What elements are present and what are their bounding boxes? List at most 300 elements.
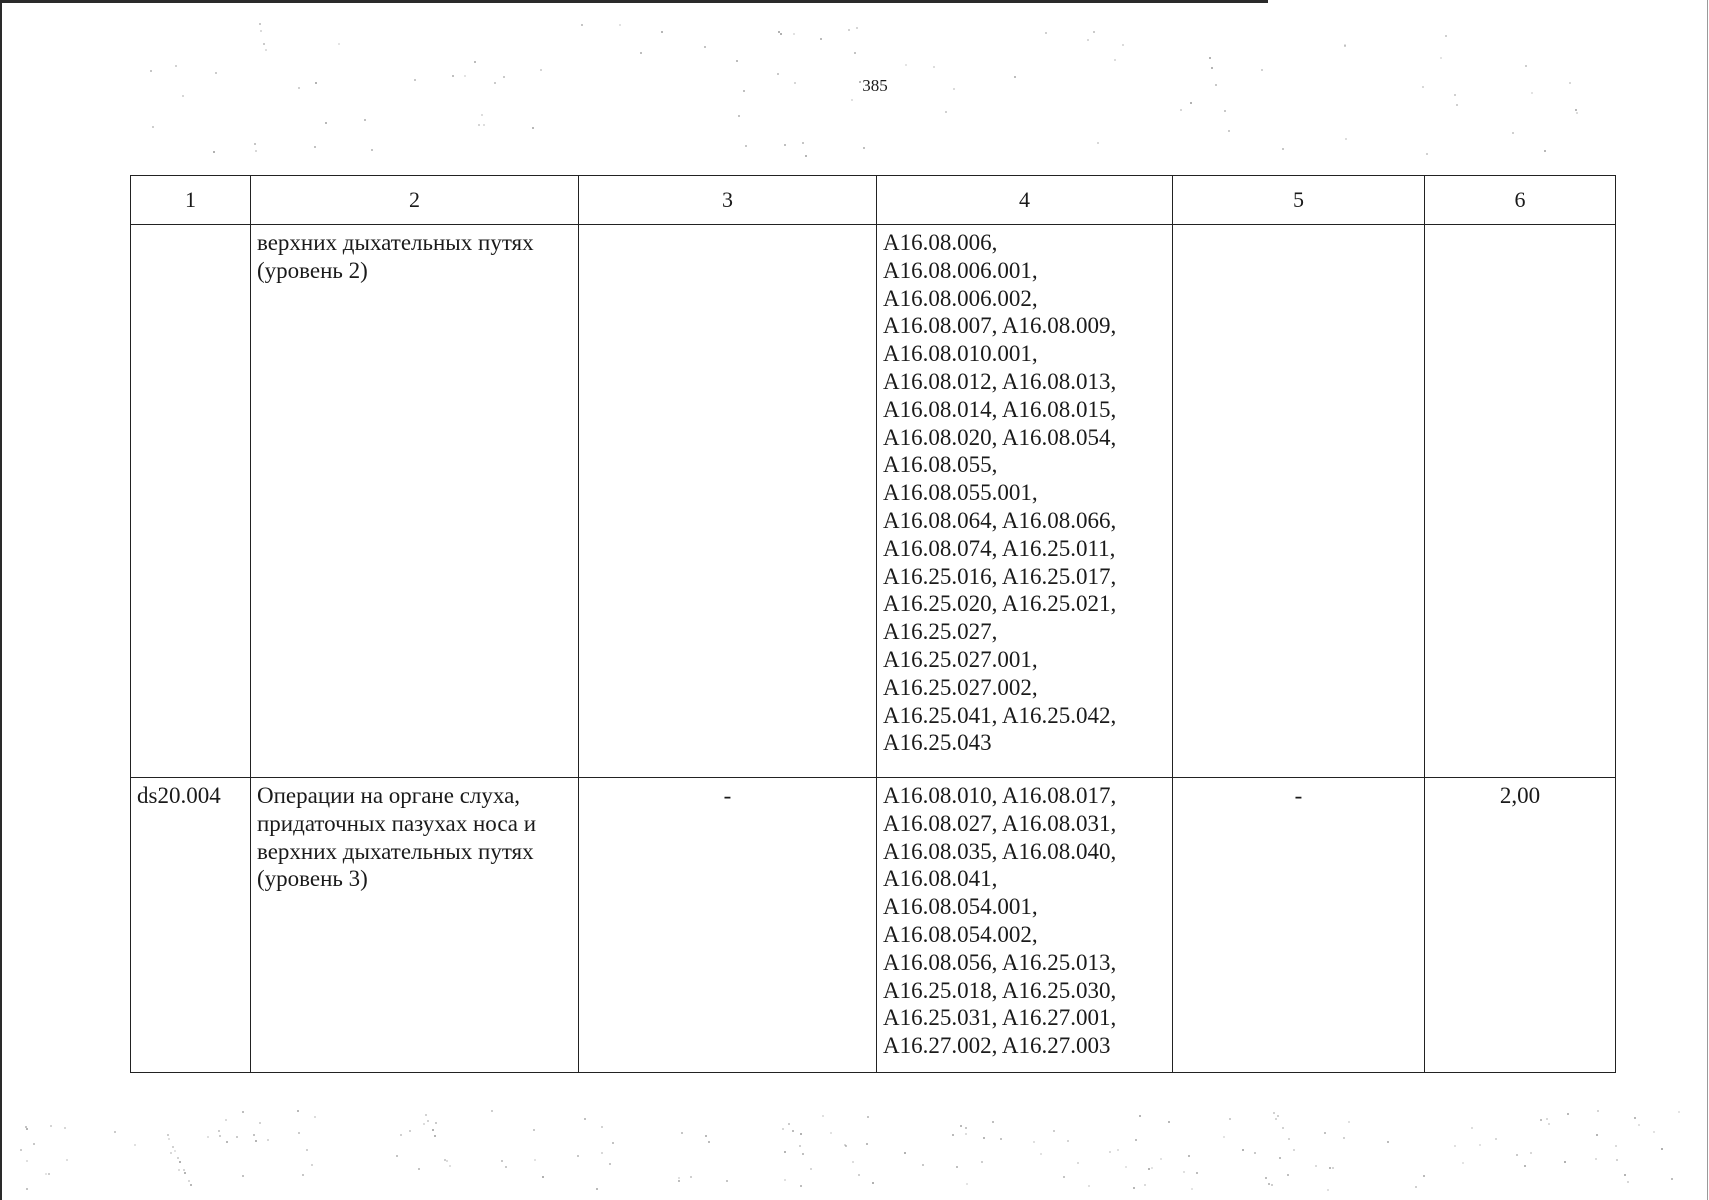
scan-speck bbox=[777, 73, 779, 75]
scan-speck bbox=[172, 1146, 174, 1148]
scan-speck bbox=[1564, 1161, 1566, 1163]
scan-speck bbox=[311, 1164, 313, 1166]
scan-speck bbox=[859, 81, 861, 83]
scan-speck bbox=[1209, 57, 1211, 59]
scan-speck bbox=[26, 1160, 28, 1162]
scan-speck bbox=[609, 1163, 611, 1165]
scan-speck bbox=[414, 79, 416, 81]
scan-speck bbox=[1671, 1178, 1673, 1180]
code-line: A16.08.027, A16.08.031, bbox=[883, 810, 1117, 836]
scan-speck bbox=[904, 1152, 906, 1154]
scan-speck bbox=[1343, 1137, 1345, 1139]
code-line: A16.08.012, A16.08.013, bbox=[883, 368, 1117, 394]
scan-speck bbox=[612, 1142, 614, 1144]
scan-speck bbox=[601, 1126, 603, 1128]
scan-speck bbox=[1512, 132, 1514, 134]
scan-speck bbox=[446, 1160, 448, 1162]
scan-speck bbox=[315, 82, 317, 84]
scan-speck bbox=[1180, 109, 1182, 111]
code-line: A16.08.010.001, bbox=[883, 341, 1038, 367]
scan-speck bbox=[845, 1145, 847, 1147]
scan-speck bbox=[1014, 76, 1016, 78]
scan-speck bbox=[1211, 67, 1213, 69]
scan-speck bbox=[174, 1150, 176, 1152]
scan-speck bbox=[302, 1174, 304, 1176]
scan-speck bbox=[434, 1135, 436, 1137]
scan-speck bbox=[992, 1121, 994, 1123]
scan-speck bbox=[854, 52, 856, 54]
scan-speck bbox=[1324, 1132, 1326, 1134]
page-number: 385 bbox=[862, 76, 888, 95]
scan-speck bbox=[743, 90, 745, 92]
code-line: A16.25.018, A16.25.030, bbox=[883, 977, 1117, 1003]
scan-speck bbox=[64, 1127, 66, 1129]
scan-speck bbox=[1516, 1154, 1518, 1156]
scan-speck bbox=[1261, 69, 1263, 71]
code-line: A16.25.027.001, bbox=[883, 646, 1038, 672]
scan-speck bbox=[1223, 1136, 1225, 1138]
table-row bbox=[131, 778, 1616, 1073]
scan-speck bbox=[784, 144, 786, 146]
scan-speck bbox=[483, 124, 485, 126]
scan-speck bbox=[1345, 138, 1347, 140]
scan-speck bbox=[170, 1152, 172, 1154]
scan-speck bbox=[1332, 1167, 1334, 1169]
scan-speck bbox=[1275, 1118, 1277, 1120]
cell-col5: - bbox=[1173, 778, 1425, 1073]
scan-speck bbox=[981, 1161, 983, 1163]
scan-speck bbox=[1087, 39, 1089, 41]
scan-speck bbox=[1000, 1138, 1002, 1140]
scan-speck bbox=[491, 1110, 493, 1112]
scan-speck bbox=[678, 1177, 680, 1179]
scan-speck bbox=[820, 38, 822, 40]
scan-speck bbox=[533, 1129, 535, 1131]
scan-speck bbox=[259, 1122, 261, 1124]
code-line: A16.08.055, bbox=[883, 452, 998, 478]
scan-speck bbox=[1188, 1155, 1190, 1157]
scan-speck bbox=[464, 75, 466, 77]
scan-speck bbox=[1327, 1189, 1329, 1191]
scan-speck bbox=[965, 1127, 967, 1129]
scan-speck bbox=[1638, 1124, 1640, 1126]
scan-speck bbox=[1423, 1175, 1425, 1177]
scan-top-border bbox=[0, 0, 1268, 3]
code-line: A16.08.074, A16.25.011, bbox=[883, 535, 1116, 561]
code-line: A16.25.027, bbox=[883, 619, 998, 645]
scan-speck bbox=[581, 24, 583, 26]
scan-speck bbox=[1531, 92, 1533, 94]
scan-speck bbox=[1456, 104, 1458, 106]
tariff-table bbox=[130, 175, 1616, 1073]
scan-speck bbox=[255, 150, 257, 152]
scan-speck bbox=[1454, 1145, 1456, 1147]
scan-speck bbox=[863, 147, 865, 149]
scan-speck bbox=[314, 1116, 316, 1118]
scan-speck bbox=[1040, 1153, 1042, 1155]
scan-speck bbox=[542, 1176, 544, 1178]
scan-speck bbox=[1122, 44, 1124, 46]
scan-speck bbox=[1445, 35, 1447, 37]
scan-speck bbox=[306, 1149, 308, 1151]
scan-speck bbox=[1168, 1121, 1170, 1123]
code-line: A16.08.007, A16.08.009, bbox=[883, 313, 1117, 339]
scan-speck bbox=[134, 1144, 136, 1146]
code-line: A16.27.002, A16.27.003 bbox=[883, 1033, 1111, 1059]
scan-speck bbox=[800, 1133, 802, 1135]
cell-code: ds20.004 bbox=[131, 778, 251, 1073]
scan-speck bbox=[255, 1140, 257, 1142]
scan-speck bbox=[1053, 1130, 1055, 1132]
scan-speck bbox=[1426, 153, 1428, 155]
scan-speck bbox=[225, 1119, 227, 1121]
scan-speck bbox=[1135, 1139, 1137, 1141]
scan-speck bbox=[1495, 1138, 1497, 1140]
scan-speck bbox=[1190, 102, 1192, 104]
cell-col5 bbox=[1173, 225, 1425, 778]
scan-speck bbox=[184, 1172, 186, 1174]
scan-speck bbox=[1093, 31, 1095, 33]
scan-speck bbox=[435, 1122, 437, 1124]
scan-speck bbox=[314, 146, 316, 148]
scan-speck bbox=[956, 1166, 958, 1168]
scan-speck bbox=[1215, 84, 1217, 86]
scan-speck bbox=[1678, 1111, 1680, 1113]
scan-speck bbox=[1151, 1167, 1153, 1169]
table-row bbox=[131, 225, 1616, 778]
scan-speck bbox=[1615, 1145, 1617, 1147]
scan-speck bbox=[1653, 1131, 1655, 1133]
scan-speck bbox=[242, 1175, 244, 1177]
scan-speck bbox=[960, 1125, 962, 1127]
scan-speck bbox=[297, 1110, 299, 1112]
scan-speck bbox=[183, 1169, 185, 1171]
code-line: A16.08.054.001, bbox=[883, 894, 1038, 920]
scan-speck bbox=[207, 1136, 209, 1138]
scan-speck bbox=[242, 1111, 244, 1113]
scan-speck bbox=[219, 1135, 221, 1137]
cell-col3: - bbox=[579, 778, 877, 1073]
scan-speck bbox=[1387, 1141, 1389, 1143]
scan-speck bbox=[178, 1169, 180, 1171]
scan-speck bbox=[494, 82, 496, 84]
scan-speck bbox=[1196, 1172, 1198, 1174]
scan-speck bbox=[1624, 1174, 1626, 1176]
scan-speck bbox=[1315, 1165, 1317, 1167]
scan-speck bbox=[872, 1182, 874, 1184]
scan-speck bbox=[1045, 32, 1047, 34]
cell-col3 bbox=[579, 225, 877, 778]
scan-speck bbox=[1109, 1151, 1111, 1153]
scan-speck bbox=[1287, 1174, 1289, 1176]
scan-speck bbox=[1525, 65, 1527, 67]
scan-speck bbox=[856, 27, 858, 29]
scan-speck bbox=[619, 24, 621, 26]
scan-speck bbox=[427, 1120, 429, 1122]
scan-speck bbox=[236, 1136, 238, 1138]
scan-speck bbox=[152, 126, 154, 128]
scan-speck bbox=[1616, 1159, 1618, 1161]
scan-speck bbox=[259, 23, 261, 25]
scan-speck bbox=[681, 1132, 683, 1134]
scan-speck bbox=[263, 43, 265, 45]
scan-speck bbox=[1242, 1149, 1244, 1151]
scan-speck bbox=[584, 1118, 586, 1120]
scan-speck bbox=[425, 1114, 427, 1116]
scan-speck bbox=[745, 145, 747, 147]
scan-speck bbox=[784, 1151, 786, 1153]
scan-speck bbox=[26, 1188, 28, 1190]
scan-speck bbox=[1524, 1165, 1526, 1167]
scan-speck bbox=[726, 1180, 728, 1182]
scan-speck bbox=[933, 66, 935, 68]
scan-speck bbox=[20, 1149, 22, 1151]
scan-speck bbox=[1279, 1157, 1281, 1159]
code-line: A16.25.016, A16.25.017, bbox=[883, 563, 1117, 589]
scan-speck bbox=[1088, 1185, 1090, 1187]
scan-speck bbox=[851, 99, 853, 101]
scan-speck bbox=[1139, 1115, 1141, 1117]
scan-speck bbox=[254, 143, 256, 145]
scan-speck bbox=[738, 115, 740, 117]
code-line: A16.08.041, bbox=[883, 866, 998, 892]
scan-speck bbox=[215, 72, 217, 74]
scan-speck bbox=[1575, 109, 1577, 111]
scan-speck bbox=[1183, 1171, 1185, 1173]
scan-speck bbox=[423, 1123, 425, 1125]
header-col-4: 4 bbox=[877, 176, 1173, 225]
scan-speck bbox=[1293, 1149, 1295, 1151]
scan-speck bbox=[966, 1183, 968, 1185]
cell-service-codes bbox=[877, 778, 1173, 1073]
code-line: A16.08.014, A16.08.015, bbox=[883, 396, 1117, 422]
scan-speck bbox=[1530, 1152, 1532, 1154]
header-col-3: 3 bbox=[579, 176, 877, 225]
scan-speck bbox=[1546, 1118, 1548, 1120]
scan-speck bbox=[114, 1131, 116, 1133]
scan-speck bbox=[150, 70, 152, 72]
cell-description: верхних дыхательных путях (уровень 2) bbox=[251, 225, 579, 778]
scan-speck bbox=[678, 1180, 680, 1182]
scan-speck bbox=[474, 61, 476, 63]
code-line: A16.08.006.001, bbox=[883, 257, 1038, 283]
scan-speck bbox=[1569, 82, 1571, 84]
table-header-row bbox=[131, 176, 1616, 225]
scan-speck bbox=[1067, 1140, 1069, 1142]
header-col-1: 1 bbox=[131, 176, 251, 225]
scan-speck bbox=[640, 52, 642, 54]
scan-speck bbox=[1063, 1176, 1065, 1178]
code-line: A16.25.020, A16.25.021, bbox=[883, 591, 1117, 617]
scan-speck bbox=[168, 1138, 170, 1140]
scan-speck bbox=[48, 1173, 50, 1175]
scan-speck bbox=[848, 29, 850, 31]
scan-speck bbox=[1160, 1158, 1162, 1160]
scan-speck bbox=[1634, 1117, 1636, 1119]
scan-speck bbox=[1548, 1123, 1550, 1125]
scan-speck bbox=[540, 69, 542, 71]
scan-speck bbox=[226, 1141, 228, 1143]
scan-speck bbox=[218, 1130, 220, 1132]
scan-speck bbox=[1344, 45, 1346, 47]
scan-speck bbox=[983, 1137, 985, 1139]
code-line: A16.08.010, A16.08.017, bbox=[883, 783, 1117, 808]
scan-speck bbox=[810, 1168, 812, 1170]
scan-speck bbox=[188, 1180, 190, 1182]
scan-speck bbox=[505, 1166, 507, 1168]
scan-speck bbox=[1282, 1127, 1284, 1129]
scan-speck bbox=[905, 64, 907, 66]
scan-speck bbox=[175, 65, 177, 67]
scan-speck bbox=[1114, 59, 1116, 61]
scan-speck bbox=[1228, 130, 1230, 132]
code-line: A16.08.035, A16.08.040, bbox=[883, 838, 1117, 864]
cell-code bbox=[131, 225, 251, 778]
scan-speck bbox=[1224, 110, 1226, 112]
scan-speck bbox=[1133, 1187, 1135, 1189]
scan-speck bbox=[1454, 94, 1456, 96]
scan-speck bbox=[1462, 1162, 1464, 1164]
scan-speck bbox=[1567, 1113, 1569, 1115]
scan-speck bbox=[601, 1152, 603, 1154]
scan-speck bbox=[792, 1130, 794, 1132]
scan-speck bbox=[782, 1128, 784, 1130]
scan-speck bbox=[661, 31, 663, 33]
scan-speck bbox=[532, 127, 534, 129]
scan-speck bbox=[213, 151, 215, 153]
scan-speck bbox=[1627, 1181, 1629, 1183]
scan-speck bbox=[1415, 1186, 1417, 1188]
scan-speck bbox=[1471, 1127, 1473, 1129]
scan-speck bbox=[481, 114, 483, 116]
scan-speck bbox=[805, 155, 807, 157]
scan-right-border bbox=[1707, 0, 1708, 1200]
scan-speck bbox=[945, 111, 947, 113]
scan-speck bbox=[867, 1116, 869, 1118]
scan-speck bbox=[253, 1134, 255, 1136]
scan-speck bbox=[1097, 142, 1099, 144]
scan-speck bbox=[409, 1130, 411, 1132]
scan-speck bbox=[1144, 1184, 1146, 1186]
scan-speck bbox=[449, 1165, 451, 1167]
scan-speck bbox=[784, 1179, 786, 1181]
scan-speck bbox=[704, 46, 706, 48]
scan-speck bbox=[1077, 1162, 1079, 1164]
scan-speck bbox=[1148, 1168, 1150, 1170]
header-col-6: 6 bbox=[1425, 176, 1616, 225]
scan-speck bbox=[596, 1188, 598, 1190]
scan-speck bbox=[778, 31, 780, 33]
scan-speck bbox=[298, 1132, 300, 1134]
code-line: A16.25.041, A16.25.042, bbox=[883, 702, 1117, 728]
scan-speck bbox=[1268, 1183, 1270, 1185]
scan-speck bbox=[267, 1139, 269, 1141]
code-line: A16.25.031, A16.27.001, bbox=[883, 1005, 1117, 1031]
scan-speck bbox=[1348, 1121, 1350, 1123]
scan-speck bbox=[830, 1132, 832, 1134]
scan-speck bbox=[1422, 86, 1424, 88]
scan-speck bbox=[179, 1161, 181, 1163]
scan-speck bbox=[1117, 1149, 1119, 1151]
header-col-2: 2 bbox=[251, 176, 579, 225]
scan-speck bbox=[452, 75, 454, 77]
scan-speck bbox=[501, 1160, 503, 1162]
scan-speck bbox=[1273, 1112, 1275, 1114]
scan-speck bbox=[478, 124, 480, 126]
scan-speck bbox=[794, 82, 796, 84]
code-line: A16.25.043 bbox=[883, 730, 992, 756]
scan-speck bbox=[1229, 1118, 1231, 1120]
scan-speck bbox=[177, 1157, 179, 1159]
scan-speck bbox=[400, 1134, 402, 1136]
cell-description: Операции на органе слуха, придаточных пазухах носа и верхних дыхательных путях (уровень 3) bbox=[251, 778, 579, 1073]
scan-speck bbox=[45, 1173, 47, 1175]
scan-speck bbox=[503, 76, 505, 78]
scan-speck bbox=[1282, 148, 1284, 150]
scan-speck bbox=[1329, 1167, 1331, 1169]
scan-speck bbox=[793, 33, 795, 35]
scan-speck bbox=[26, 1128, 28, 1130]
scan-speck bbox=[858, 1174, 860, 1176]
scan-speck bbox=[167, 1134, 169, 1136]
scan-left-border bbox=[0, 0, 2, 1200]
code-line: A16.08.006.002, bbox=[883, 285, 1038, 311]
scan-speck bbox=[708, 1141, 710, 1143]
code-line: A16.08.020, A16.08.054, bbox=[883, 424, 1117, 450]
scan-speck bbox=[364, 119, 366, 121]
scan-speck bbox=[577, 1155, 579, 1157]
scan-speck bbox=[1191, 1188, 1193, 1190]
cell-coefficient: 2,00 bbox=[1425, 778, 1616, 1073]
scan-speck bbox=[265, 49, 267, 51]
scan-speck bbox=[1254, 1152, 1256, 1154]
scan-speck bbox=[802, 142, 804, 144]
header-col-5: 5 bbox=[1173, 176, 1425, 225]
code-line: A16.08.055.001, bbox=[883, 480, 1038, 506]
scan-speck bbox=[371, 149, 373, 151]
scan-speck bbox=[1597, 1110, 1599, 1112]
scan-speck bbox=[1595, 1158, 1597, 1160]
scan-speck bbox=[1479, 1144, 1481, 1146]
scan-speck bbox=[736, 60, 738, 62]
scan-speck bbox=[1125, 1166, 1127, 1168]
scan-speck bbox=[66, 1159, 68, 1161]
scan-speck bbox=[182, 95, 184, 97]
scan-speck bbox=[1544, 150, 1546, 152]
scan-speck bbox=[922, 1164, 924, 1166]
code-line: A16.08.006, bbox=[883, 230, 998, 255]
scan-speck bbox=[788, 1123, 790, 1125]
scan-noise bbox=[20, 1105, 1690, 1185]
scan-speck bbox=[822, 1115, 824, 1117]
cell-service-codes bbox=[877, 225, 1173, 778]
scan-speck bbox=[852, 1161, 854, 1163]
scan-speck bbox=[1596, 1134, 1598, 1136]
scan-speck bbox=[1277, 1115, 1279, 1117]
scan-speck bbox=[800, 1185, 802, 1187]
scan-speck bbox=[33, 1143, 35, 1145]
scan-speck bbox=[1265, 1177, 1267, 1179]
scan-speck bbox=[1540, 1119, 1542, 1121]
scan-speck bbox=[705, 1135, 707, 1137]
scan-speck bbox=[690, 1176, 692, 1178]
code-line: A16.08.056, A16.25.013, bbox=[883, 949, 1117, 975]
scan-speck bbox=[780, 33, 782, 35]
scan-speck bbox=[396, 1155, 398, 1157]
code-line: A16.08.064, A16.08.066, bbox=[883, 507, 1117, 533]
scan-speck bbox=[418, 1168, 420, 1170]
scan-speck bbox=[190, 1184, 192, 1186]
